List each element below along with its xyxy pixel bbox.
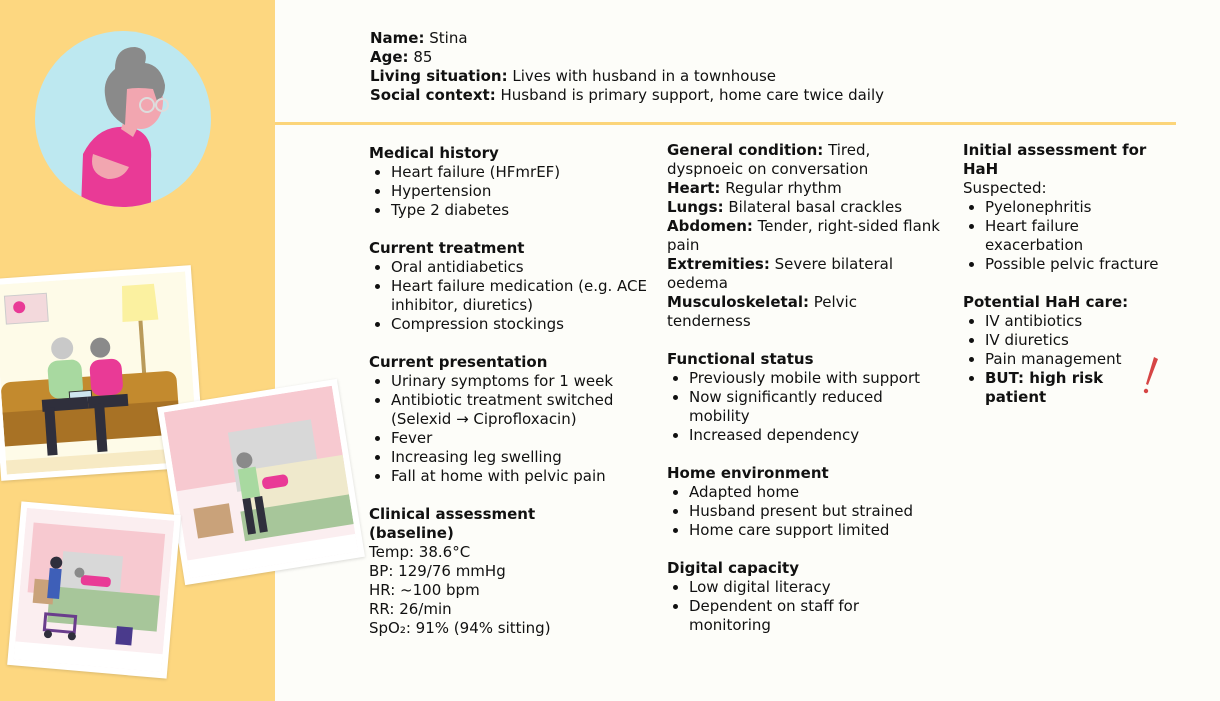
list-item: • Adapted home [689,483,942,502]
home-environment-section [667,464,942,540]
vital-sign: RR: 26/min [369,600,452,618]
vital-sign: HR: ~100 bpm [369,581,480,599]
list-item: • Type 2 diabetes [391,201,659,220]
list-item: • Antibiotic treatment switched (Selexid → Ciprofloxacin) [391,391,659,429]
living-situation-row [370,67,884,86]
list-item: • IV antibiotics [985,312,1178,331]
section-subtitle: Suspected: [963,179,1047,197]
list-item: • Pyelonephritis [985,198,1178,217]
exam-extremities: Extremities: Severe bilateral oedema [667,255,894,292]
exam-lungs: Lungs: Bilateral basal crackles [667,198,903,216]
list-item: • Oral antidiabetics [391,258,659,277]
initial-assessment-section [963,141,1178,274]
list-item: • Pain management [985,350,1178,369]
list-item: • Now significantly reduced mobility [689,388,942,426]
list-item: • Low digital literacy [689,578,889,597]
list-item: • Home care support limited [689,521,942,540]
section-title: Potential HaH care: [963,293,1129,311]
patient-name-row [370,29,884,48]
vital-sign: BP: 129/76 mmHg [369,562,506,580]
list-item: • Increased dependency [689,426,942,445]
patient-summary [370,29,884,105]
living-value: Lives with husband in a townhouse [512,67,776,85]
age-label: Age: [370,48,409,66]
list-item: • Fever [391,429,659,448]
section-title: Clinical assessment (baseline) [369,505,536,542]
name-label: Name: [370,29,425,47]
section-title: Home environment [667,464,829,482]
section-title: Initial assessment for HaH [963,141,1147,178]
list-item: • Compression stockings [391,315,659,334]
list-item: • Previously mobile with support [689,369,942,388]
risk-warning: BUT: high risk patient [985,369,1104,406]
name-value: Stina [429,29,468,47]
social-label: Social context: [370,86,496,104]
vital-sign: Temp: 38.6°C [369,543,471,561]
home-care-bedroom-illustration [7,501,181,678]
social-context-row [370,86,884,105]
section-title: Current treatment [369,239,525,257]
current-treatment-section [369,239,659,334]
column-examination [667,141,942,654]
patient-avatar [33,29,213,209]
exam-abdomen: Abdomen: Tender, right-sided flank pain [667,217,940,254]
current-presentation-section [369,353,659,486]
patient-age-row [370,48,884,67]
section-title: Digital capacity [667,559,799,577]
list-item: • Dependent on staff for monitoring [689,597,889,635]
bedroom-fall-illustration [157,379,365,585]
exam-heart: Heart: Regular rhythm [667,179,842,197]
column-history [369,144,659,657]
list-item: • Increasing leg swelling [391,448,659,467]
section-title: Medical history [369,144,499,162]
medical-history-section [369,144,659,220]
list-item: • Possible pelvic fracture [985,255,1178,274]
list-item: • Husband present but strained [689,502,942,521]
social-value: Husband is primary support, home care twice daily [500,86,884,104]
age-value: 85 [413,48,433,66]
exam-musculoskeletal: Musculoskeletal: Pelvic tenderness [667,293,857,330]
functional-status-section [667,350,942,445]
clinical-assessment-section [369,505,659,638]
section-title: Functional status [667,350,814,368]
exam-general: General condition: Tired, dyspnoeic on conversation [667,141,871,178]
list-item: • Heart failure exacerbation [985,217,1135,255]
divider [275,122,1176,125]
living-label: Living situation: [370,67,508,85]
list-item: • Heart failure medication (e.g. ACE inhibitor, diuretics) [391,277,659,315]
list-item: • IV diuretics [985,331,1178,350]
list-item: • Urinary symptoms for 1 week [391,372,659,391]
section-title: Current presentation [369,353,548,371]
exclamation-icon [1138,355,1162,395]
digital-capacity-section [667,559,942,635]
sidebar [0,0,275,701]
list-item: • Hypertension [391,182,659,201]
vital-sign: SpO₂: 91% (94% sitting) [369,619,551,637]
list-item: • Heart failure (HFmrEF) [391,163,659,182]
examination-section [667,141,942,331]
list-item: • Fall at home with pelvic pain [391,467,659,486]
